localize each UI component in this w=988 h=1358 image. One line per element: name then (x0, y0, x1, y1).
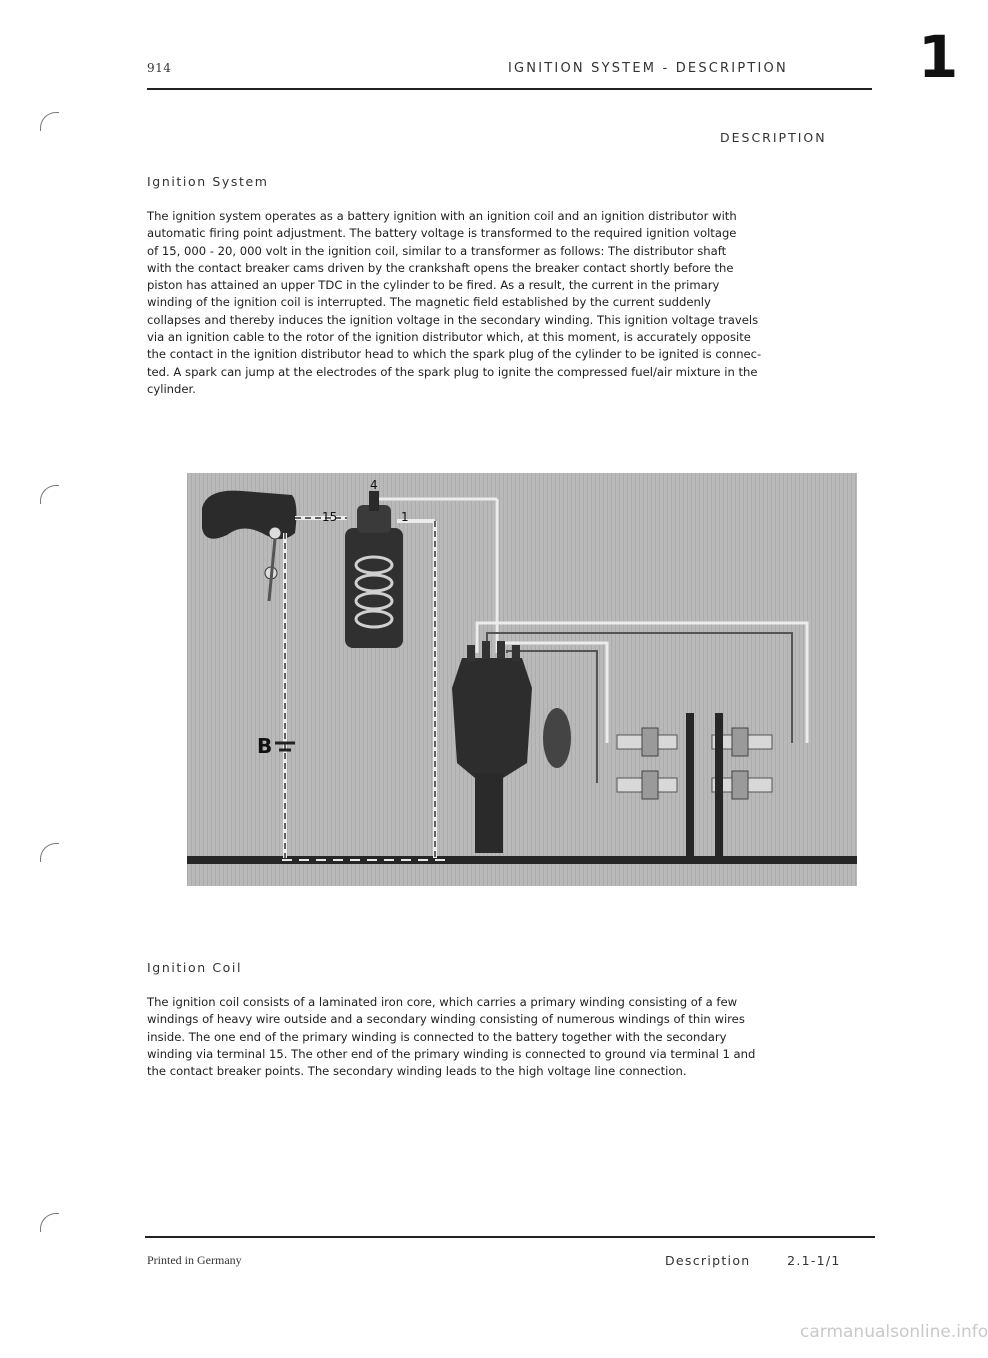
text-line: The ignition system operates as a battery ignition with an ignition coil and an ignition distributor with (147, 209, 737, 223)
text-line: collapses and thereby induces the ignition voltage in the secondary winding. This ignition voltage travels (147, 312, 759, 327)
footer-printed: Printed in Germany (147, 1253, 242, 1267)
text-line: inside. The one end of the primary winding is connected to the battery together with the secondary (147, 1029, 727, 1044)
text-line: the contact in the ignition distributor head to which the spark plug of the cylinder to be ignited is connec- (147, 347, 762, 362)
text-line: piston has attained an upper TDC in the cylinder to be fired. As a result, the current in the primary (147, 278, 720, 293)
margin-mark (40, 485, 59, 504)
text-line: winding of the ignition coil is interrupted. The magnetic field established by the current suddenly (147, 295, 711, 310)
ignition-system-heading: Ignition System (147, 174, 269, 189)
text-line: with the contact breaker cams driven by the crankshaft opens the breaker contact shortly before the (147, 260, 734, 275)
footer-page-ref (665, 1253, 841, 1268)
footer-section: Description (665, 1253, 751, 1268)
ignition-coil-heading: Ignition Coil (147, 960, 243, 975)
ignition-system-text (147, 208, 761, 398)
text-line: ted. A spark can jump at the electrodes of the spark plug to ignite the compressed fuel/air mixture in the (147, 364, 758, 379)
footer-rule (145, 1236, 875, 1238)
ignition-coil (345, 528, 403, 648)
text-line: of 15, 000 - 20, 000 volt in the ignition coil, similar to a transformer as follows: The distributor shaft (147, 243, 727, 258)
header-rule (147, 88, 872, 90)
label-terminal-15: 15 (322, 510, 338, 524)
ignition-coil-text (147, 994, 755, 1080)
margin-mark (40, 112, 59, 131)
ignition-diagram (187, 473, 857, 886)
text-line: automatic firing point adjustment. The battery voltage is transformed to the required ignition voltage (147, 226, 737, 241)
text-line: via an ignition cable to the rotor of the ignition distributor which, at this moment, is accurately opposite (147, 330, 751, 345)
text-line: The ignition coil consists of a laminated iron core, which carries a primary winding consisting of a few (147, 995, 738, 1009)
header-title: IGNITION SYSTEM - DESCRIPTION (508, 61, 788, 76)
margin-mark (40, 843, 59, 862)
section-number: 1 (918, 23, 959, 91)
text-line: the contact breaker points. The secondary winding leads to the high voltage line connection. (147, 1064, 687, 1079)
label-terminal-1: 1 (401, 510, 409, 524)
label-terminal-4: 4 (370, 478, 378, 492)
header-model: 914 (147, 61, 172, 75)
text-line: windings of heavy wire outside and a secondary winding consisting of numerous windings of thin wires (147, 1012, 745, 1027)
section-label: DESCRIPTION (720, 130, 827, 145)
label-battery: B (257, 734, 273, 758)
text-line: cylinder. (147, 381, 196, 396)
watermark: carmanualsonline.info (800, 1322, 988, 1342)
margin-mark (40, 1213, 59, 1232)
footer-page: 2.1-1/1 (787, 1253, 841, 1268)
text-line: winding via terminal 15. The other end of the primary winding is connected to ground via terminal 1 and (147, 1046, 756, 1061)
